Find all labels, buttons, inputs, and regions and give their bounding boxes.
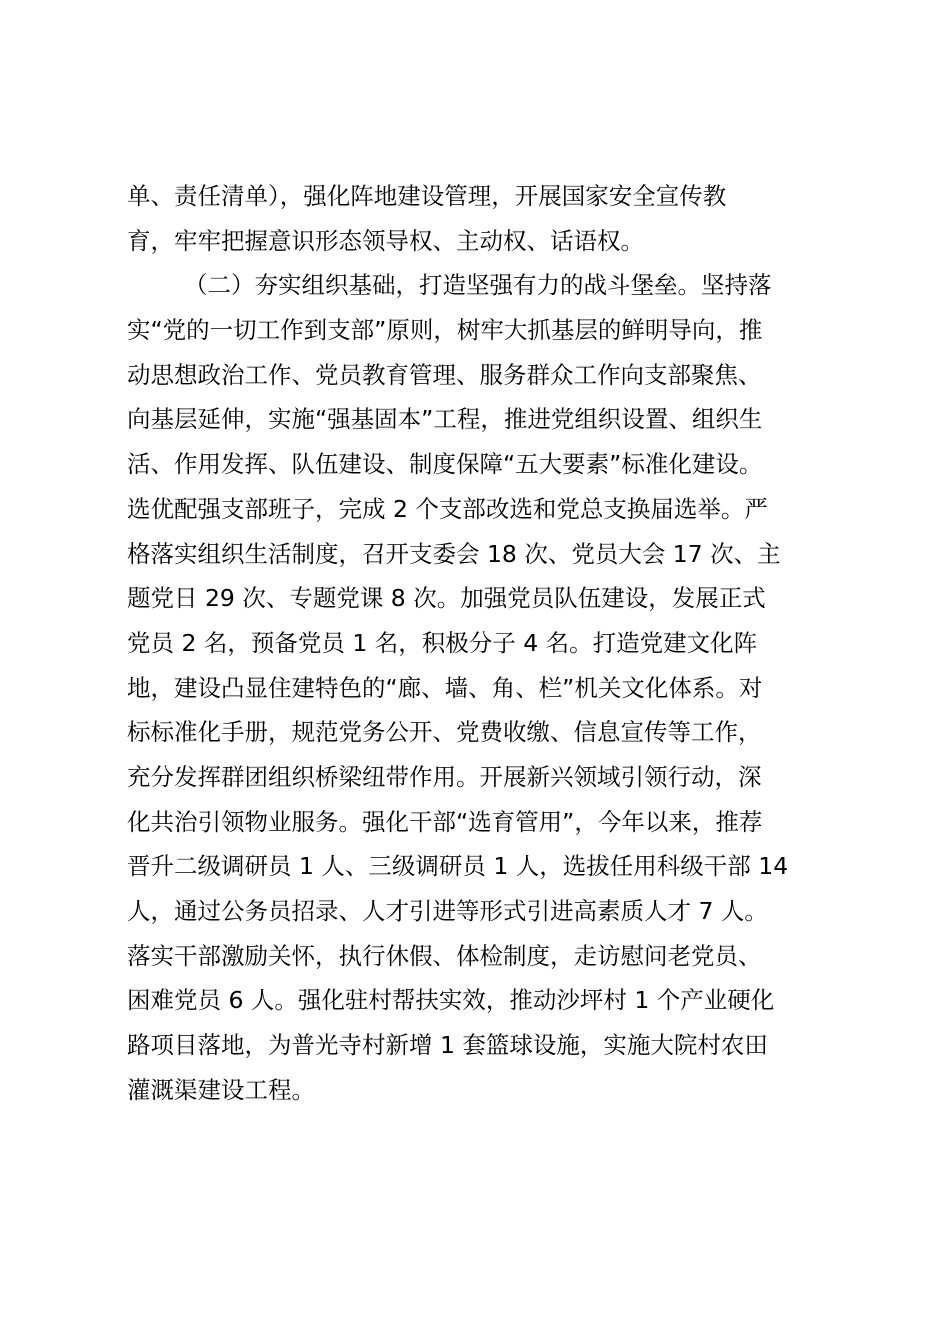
text-line: 地，建设凸显住建特色的“廊、墙、角、栏”机关文化体系。对	[127, 673, 763, 702]
text-line: 向基层延伸，实施“强基固本”工程，推进党组织设置、组织生	[127, 405, 763, 434]
text-line: 活、作用发挥、队伍建设、制度保障“五大要素”标准化建设。	[127, 450, 763, 479]
text-line: 充分发挥群团组织桥梁纽带作用。开展新兴领域引领行动，深	[127, 762, 762, 791]
text-line: 标标准化手册，规范党务公开、党费收缴、信息宣传等工作，	[127, 718, 762, 747]
body-text	[127, 174, 837, 1112]
text-line: 格落实组织生活制度，召开支委会 18 次、党员大会 17 次、主	[127, 539, 781, 568]
text-line: 灌溉渠建设工程。	[127, 1075, 315, 1104]
text-line: 题党日 29 次、专题党课 8 次。加强党员队伍建设，发展正式	[127, 584, 766, 613]
text-line: 育，牢牢把握意识形态领导权、主动权、话语权。	[127, 226, 644, 255]
text-line: 单、责任清单），强化阵地建设管理，开展国家安全宣传教	[127, 182, 727, 210]
section-heading-line: （二）夯实组织基础，打造坚强有力的战斗堡垒。坚持落	[184, 271, 772, 300]
text-line: 化共治引领物业服务。强化干部“选育管用”，今年以来，推荐	[127, 807, 763, 836]
text-line: 晋升二级调研员 1 人、三级调研员 1 人，选拔任用科级干部 14	[127, 852, 789, 881]
text-line: 选优配强支部班子，完成 2 个支部改选和党总支换届选举。严	[127, 494, 768, 523]
text-line: 党员 2 名，预备党员 1 名，积极分子 4 名。打造党建文化阵	[127, 628, 758, 657]
text-line: 落实干部激励关怀，执行休假、体检制度，走访慰问老党员、	[127, 941, 762, 970]
text-line: 实“党的一切工作到支部”原则，树牢大抓基层的鲜明导向，推	[127, 316, 763, 345]
text-line: 路项目落地，为普光寺村新增 1 套篮球设施，实施大院村农田	[127, 1031, 768, 1060]
text-line: 人，通过公务员招录、人才引进等形式引进高素质人才 7 人。	[127, 897, 768, 925]
text-line: 动思想政治工作、党员教育管理、服务群众工作向支部聚焦、	[127, 360, 762, 389]
text-line: 困难党员 6 人。强化驻村帮扶实效，推动沙坪村 1 个产业硬化	[127, 986, 775, 1015]
